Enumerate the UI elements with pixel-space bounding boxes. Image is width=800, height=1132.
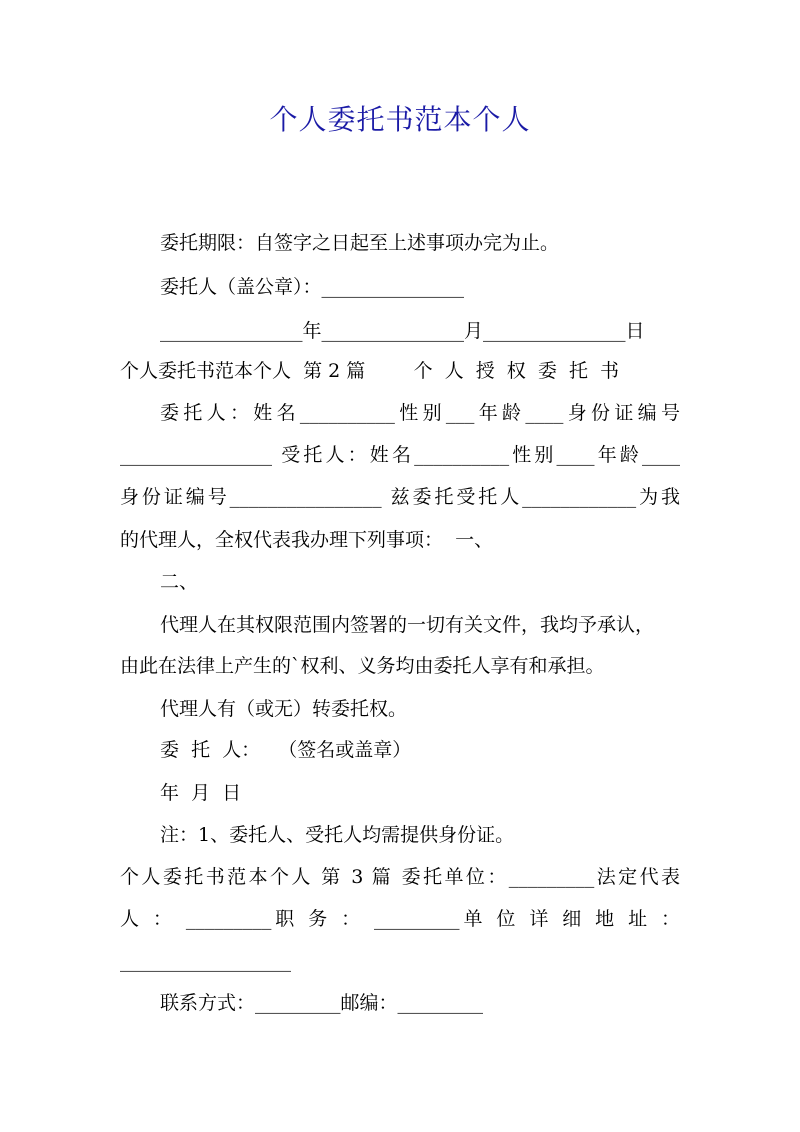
contact-info-line: 联系方式：_________邮编：_________ (160, 992, 484, 1014)
id-and-entrust-line: 身份证编号________________ 兹委托受托人____________为我 (120, 486, 680, 508)
sub-delegation-line: 代理人有（或无）转委托权。 (160, 698, 408, 720)
representative-info-line: 人 ： _________职 务 ： _________单 位 详 细 地 址 ： (120, 908, 680, 930)
entrust-period: 委托期限：自签字之日起至上述事项办完为止。 (160, 232, 560, 254)
section-3-heading: 个人委托书范本个人 第 3 篇 委托单位：_________法定代表 (120, 866, 680, 888)
acknowledge-line-2: 由此在法律上产生的`权利、义务均由委托人享有和承担。 (120, 655, 605, 677)
address-blank-line: __________________ (120, 950, 291, 972)
signature-line: 委 托 人： （签名或盖章） (160, 739, 412, 761)
section-2-heading: 个人委托书范本个人 第 2 篇 个 人 授 权 委 托 书 (120, 360, 620, 382)
principal-info-line: 委托人：姓名__________性别___年龄____身份证编号 (160, 402, 680, 424)
acknowledge-line-1: 代理人在其权限范围内签署的一切有关文件，我均予承认， (160, 614, 655, 636)
item-two-line: 二、 (160, 571, 199, 593)
agent-info-line: ________________ 受托人：姓名__________性别____年龄____ (120, 444, 680, 466)
sign-date-line: 年 月 日 (160, 782, 242, 804)
authority-scope-line: 的代理人，全权代表我办理下列事项： 一、 (120, 529, 494, 551)
date-blank-line: _______________年_______________月_______________日 (160, 320, 645, 342)
note-line: 注：1、委托人、受托人均需提供身份证。 (160, 824, 515, 846)
principal-seal-line: 委托人（盖公章）：_______________ (160, 276, 465, 298)
document-title: 个人委托书范本个人 (269, 103, 531, 136)
